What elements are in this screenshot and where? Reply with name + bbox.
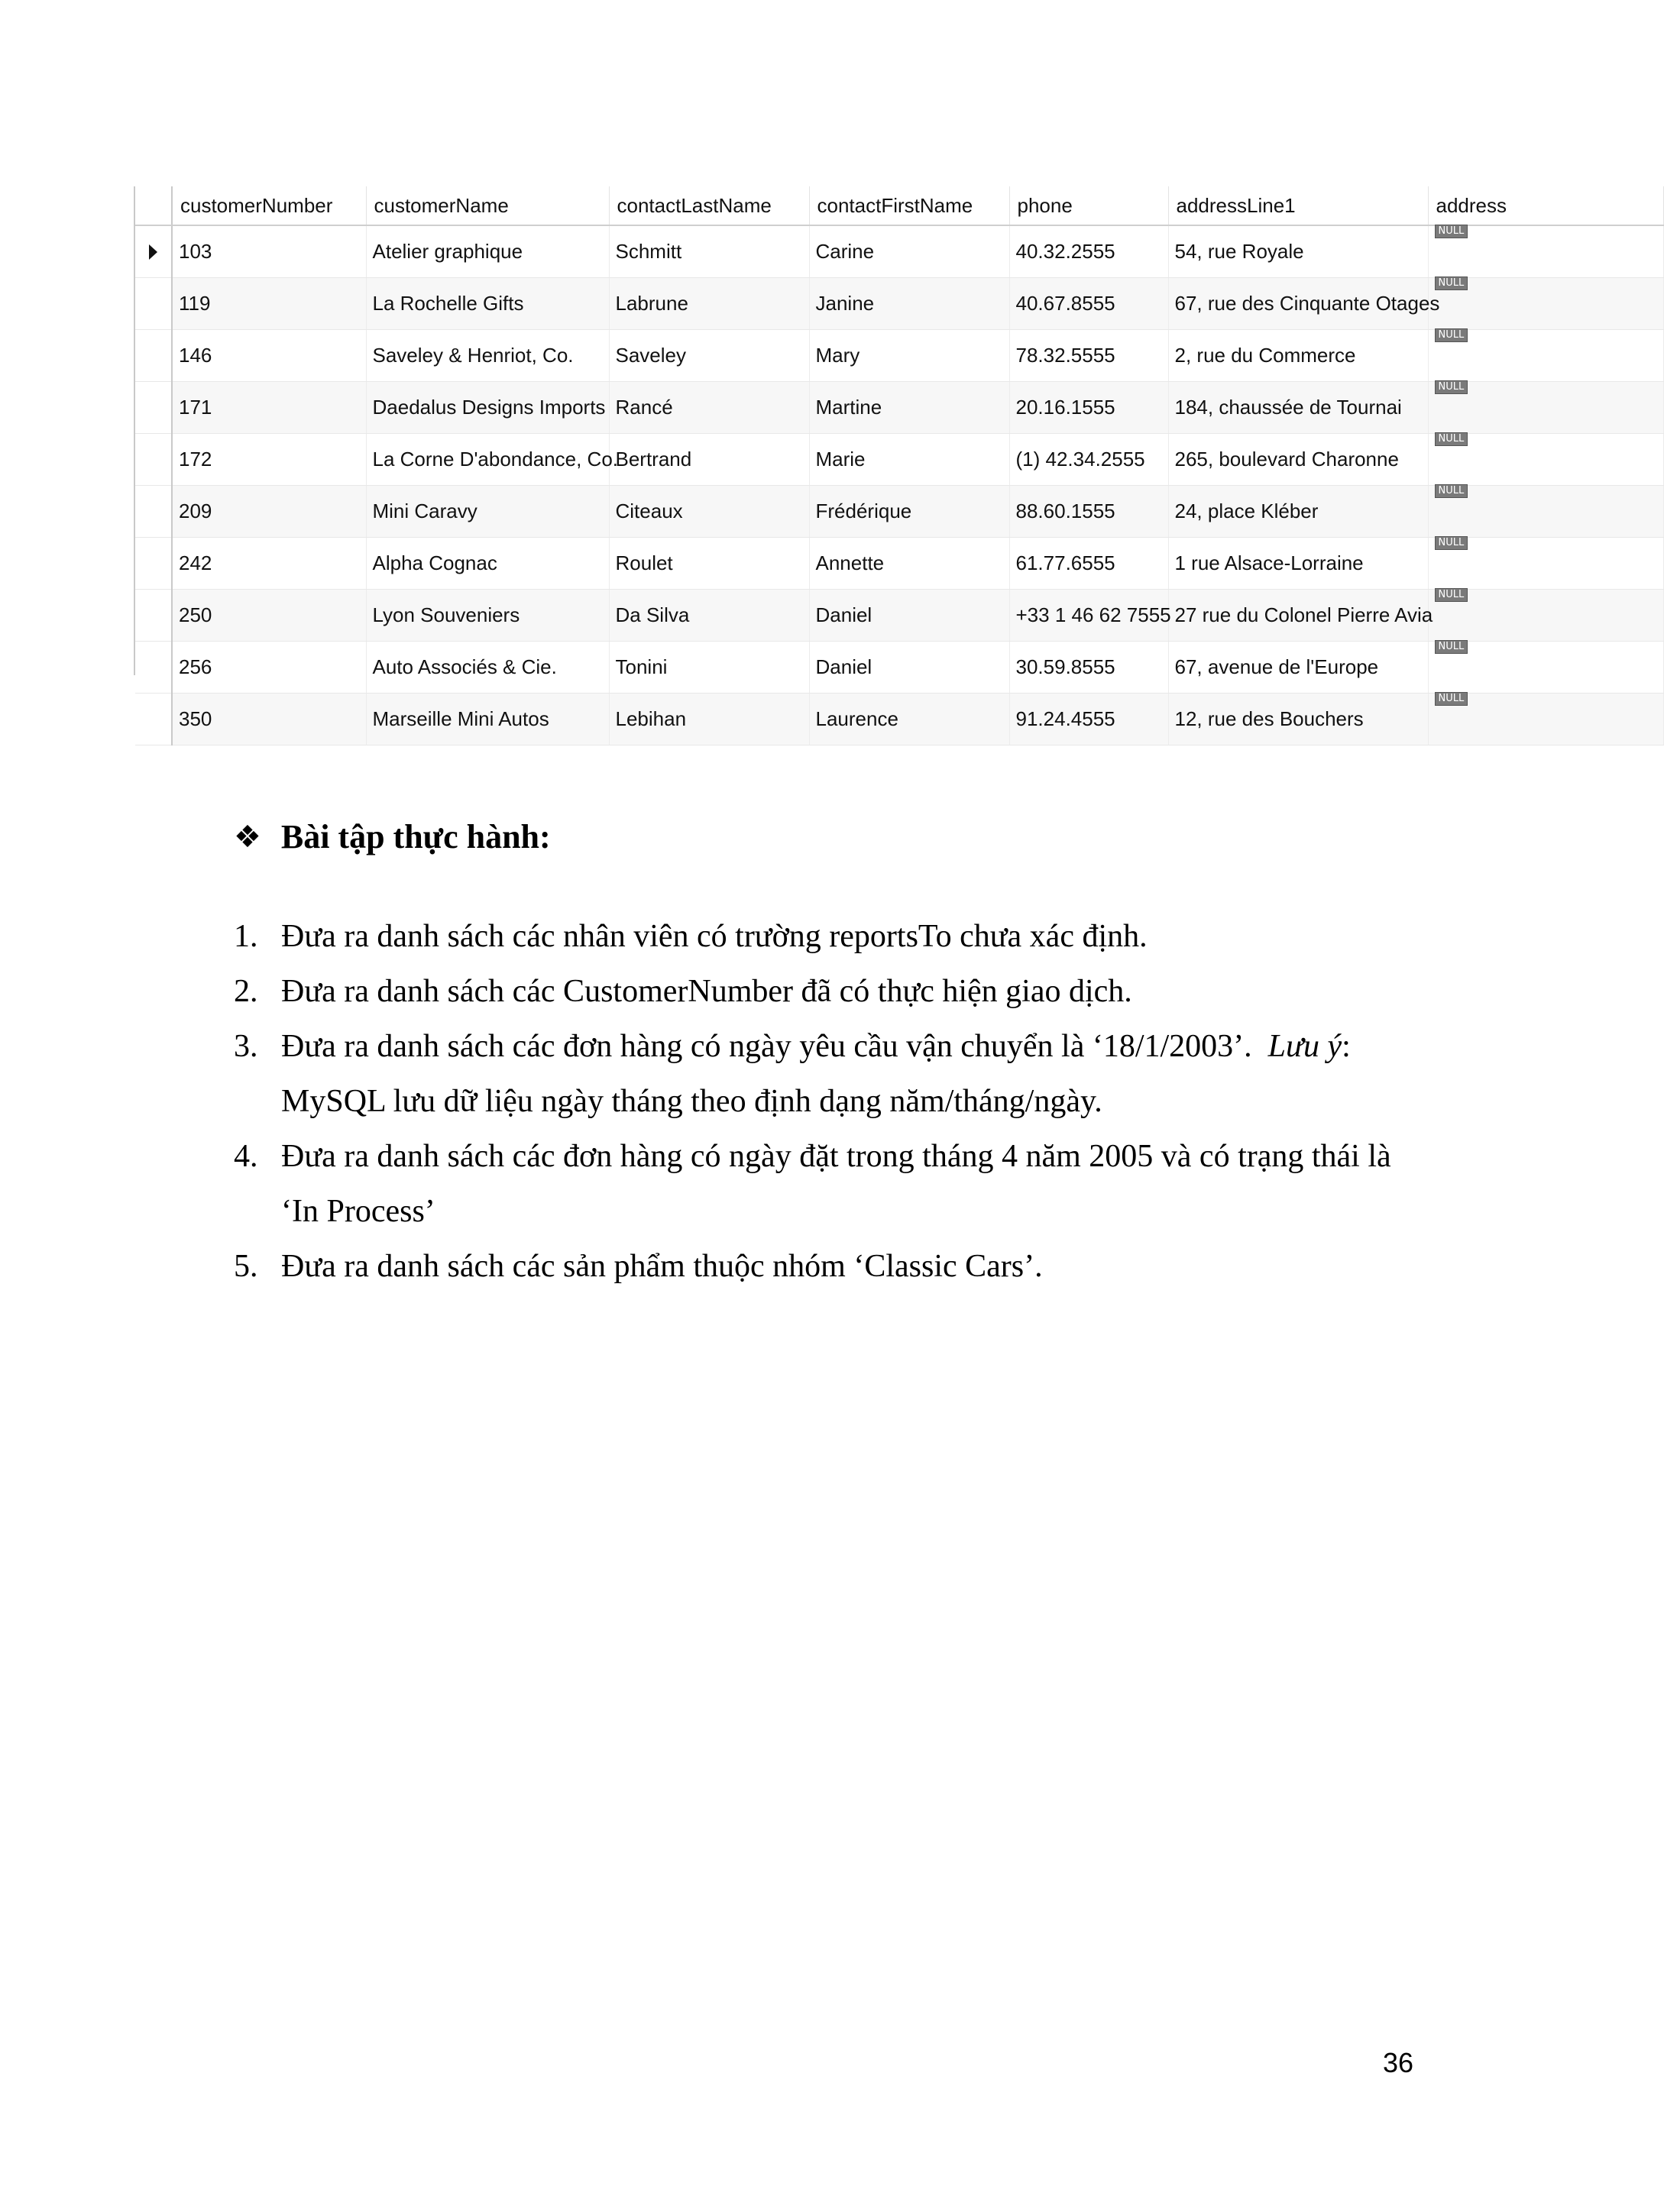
item-number: 4. [234,1139,258,1174]
cell-contactLastName[interactable]: Schmitt [609,225,809,278]
list-item [234,1129,1426,1239]
cell-addressLine1[interactable]: 2, rue du Commerce [1168,330,1428,382]
results-grid [134,186,1513,730]
cell-phone[interactable]: (1) 42.34.2555 [1009,434,1168,486]
cell-customerName[interactable]: La Rochelle Gifts [366,278,609,330]
cell-addressLine2[interactable] [1428,538,1663,590]
item-number: 5. [234,1249,258,1284]
cell-contactFirstName[interactable]: Mary [809,330,1009,382]
cell-addressLine1[interactable]: 12, rue des Bouchers [1168,694,1428,745]
table-row[interactable] [135,590,1663,642]
cell-addressLine2[interactable] [1428,642,1663,694]
table-row[interactable] [135,382,1663,434]
row-selector[interactable] [135,330,172,382]
table-row[interactable] [135,278,1663,330]
cell-contactLastName[interactable]: Roulet [609,538,809,590]
cell-phone[interactable]: 30.59.8555 [1009,642,1168,694]
null-badge: NULL [1435,484,1468,498]
cell-addressLine1[interactable]: 54, rue Royale [1168,225,1428,278]
cell-contactFirstName[interactable]: Daniel [809,590,1009,642]
list-item [234,1239,1426,1294]
cell-addressLine2[interactable] [1428,694,1663,745]
row-selector[interactable] [135,225,172,278]
cell-customerNumber[interactable]: 171 [172,382,366,434]
cell-contactLastName[interactable]: Saveley [609,330,809,382]
cell-contactLastName[interactable]: Tonini [609,642,809,694]
cell-addressLine1[interactable]: 24, place Kléber [1168,486,1428,538]
list-item [234,1019,1426,1129]
row-selector[interactable] [135,382,172,434]
cell-customerName[interactable]: Daedalus Designs Imports [366,382,609,434]
table-row[interactable] [135,225,1663,278]
cell-customerNumber[interactable]: 242 [172,538,366,590]
cell-addressLine2[interactable] [1428,434,1663,486]
cell-phone[interactable]: +33 1 46 62 7555 [1009,590,1168,642]
item-number: 2. [234,974,258,1009]
item-number: 3. [234,1029,258,1064]
row-selector[interactable] [135,278,172,330]
column-header-customerNumber[interactable]: customerNumber [172,186,366,225]
note-text: : MySQL lưu dữ liệu ngày tháng theo định dạng năm/tháng/ngày. [281,1029,1351,1119]
table-row[interactable] [135,694,1663,745]
null-badge: NULL [1435,588,1468,602]
null-badge: NULL [1435,380,1468,394]
page-number: 36 [1383,2047,1414,2078]
item-text: Đưa ra danh sách các sản phẩm thuộc nhóm ‘Classic Cars’. [281,1249,1043,1284]
cell-customerNumber[interactable]: 350 [172,694,366,745]
cell-phone[interactable]: 20.16.1555 [1009,382,1168,434]
list-item [234,964,1426,1019]
cell-contactLastName[interactable]: Citeaux [609,486,809,538]
item-number: 1. [234,919,258,954]
cell-phone[interactable]: 78.32.5555 [1009,330,1168,382]
exercises-title: Bài tập thực hành: [280,818,551,855]
cell-phone[interactable]: 88.60.1555 [1009,486,1168,538]
cell-customerName[interactable]: Alpha Cognac [366,538,609,590]
cell-customerNumber[interactable]: 172 [172,434,366,486]
cell-customerNumber[interactable]: 256 [172,642,366,694]
table-row[interactable] [135,538,1663,590]
cell-customerNumber[interactable]: 119 [172,278,366,330]
column-header-phone[interactable]: phone [1009,186,1168,225]
exercise-list [234,909,1426,1294]
row-selector-header [135,186,172,225]
cell-addressLine2[interactable] [1428,486,1663,538]
table-row[interactable] [135,434,1663,486]
cell-addressLine2[interactable] [1428,330,1663,382]
cell-contactFirstName[interactable]: Daniel [809,642,1009,694]
cell-phone[interactable]: 91.24.4555 [1009,694,1168,745]
cell-customerNumber[interactable]: 146 [172,330,366,382]
diamond-bullet-icon: ❖ [234,819,261,855]
cell-addressLine2[interactable] [1428,278,1663,330]
cell-contactLastName[interactable]: Bertrand [609,434,809,486]
cell-addressLine1[interactable]: 27 rue du Colonel Pierre Avia [1168,590,1428,642]
table-row[interactable] [135,486,1663,538]
null-badge: NULL [1435,692,1468,706]
results-table [135,186,1664,745]
cell-customerNumber[interactable]: 103 [172,225,366,278]
cell-contactLastName[interactable]: Da Silva [609,590,809,642]
item-text: Đưa ra danh sách các đơn hàng có ngày đặt trong tháng 4 năm 2005 và có trạng thái là ‘In Process’ [281,1139,1391,1229]
cell-contactFirstName[interactable]: Annette [809,538,1009,590]
cell-contactFirstName[interactable]: Janine [809,278,1009,330]
null-badge: NULL [1435,640,1468,654]
current-row-arrow-icon [149,244,157,260]
cell-contactLastName[interactable]: Lebihan [609,694,809,745]
cell-contactFirstName[interactable]: Carine [809,225,1009,278]
cell-phone[interactable]: 61.77.6555 [1009,538,1168,590]
row-selector[interactable] [135,434,172,486]
cell-addressLine1[interactable]: 1 rue Alsace-Lorraine [1168,538,1428,590]
item-text: Đưa ra danh sách các nhân viên có trường reportsTo chưa xác định. [281,919,1148,954]
row-selector[interactable] [135,642,172,694]
cell-contactFirstName[interactable]: Marie [809,434,1009,486]
header-row [135,186,1663,225]
column-header-addressLine1[interactable]: addressLine1 [1168,186,1428,225]
cell-customerNumber[interactable]: 209 [172,486,366,538]
cell-customerName[interactable]: La Corne D'abondance, Co. [366,434,609,486]
list-item [234,909,1426,964]
row-selector[interactable] [135,486,172,538]
cell-addressLine1[interactable]: 67, rue des Cinquante Otages [1168,278,1428,330]
cell-contactLastName[interactable]: Labrune [609,278,809,330]
cell-customerName[interactable]: Atelier graphique [366,225,609,278]
cell-customerName[interactable]: Marseille Mini Autos [366,694,609,745]
cell-customerName[interactable]: Auto Associés & Cie. [366,642,609,694]
table-row[interactable] [135,642,1663,694]
cell-contactFirstName[interactable]: Frédérique [809,486,1009,538]
cell-addressLine2[interactable] [1428,590,1663,642]
cell-addressLine1[interactable]: 184, chaussée de Tournai [1168,382,1428,434]
cell-addressLine1[interactable]: 265, boulevard Charonne [1168,434,1428,486]
cell-phone[interactable]: 40.32.2555 [1009,225,1168,278]
null-badge: NULL [1435,432,1468,446]
cell-customerName[interactable]: Mini Caravy [366,486,609,538]
cell-addressLine2[interactable] [1428,382,1663,434]
null-badge: NULL [1435,276,1468,290]
row-selector[interactable] [135,538,172,590]
cell-contactFirstName[interactable]: Martine [809,382,1009,434]
cell-contactLastName[interactable]: Rancé [609,382,809,434]
column-header-customerName[interactable]: customerName [366,186,609,225]
cell-customerName[interactable]: Lyon Souveniers [366,590,609,642]
null-badge: NULL [1435,536,1468,550]
column-header-addressLine2[interactable]: address [1428,186,1663,225]
cell-phone[interactable]: 40.67.8555 [1009,278,1168,330]
cell-customerNumber[interactable]: 250 [172,590,366,642]
cell-addressLine1[interactable]: 67, avenue de l'Europe [1168,642,1428,694]
table-row[interactable] [135,330,1663,382]
row-selector[interactable] [135,590,172,642]
null-badge: NULL [1435,225,1468,238]
note-label: Lưu ý [1267,1029,1342,1064]
exercises-heading [234,817,551,856]
column-header-contactLastName[interactable]: contactLastName [609,186,809,225]
column-header-contactFirstName[interactable]: contactFirstName [809,186,1009,225]
null-badge: NULL [1435,328,1468,342]
item-text: Đưa ra danh sách các CustomerNumber đã có thực hiện giao dịch. [281,974,1132,1009]
row-selector[interactable] [135,694,172,745]
cell-addressLine2[interactable] [1428,225,1663,278]
cell-customerName[interactable]: Saveley & Henriot, Co. [366,330,609,382]
item-text: Đưa ra danh sách các đơn hàng có ngày yêu cầu vận chuyển là ‘18/1/2003’. [281,1029,1252,1064]
cell-contactFirstName[interactable]: Laurence [809,694,1009,745]
